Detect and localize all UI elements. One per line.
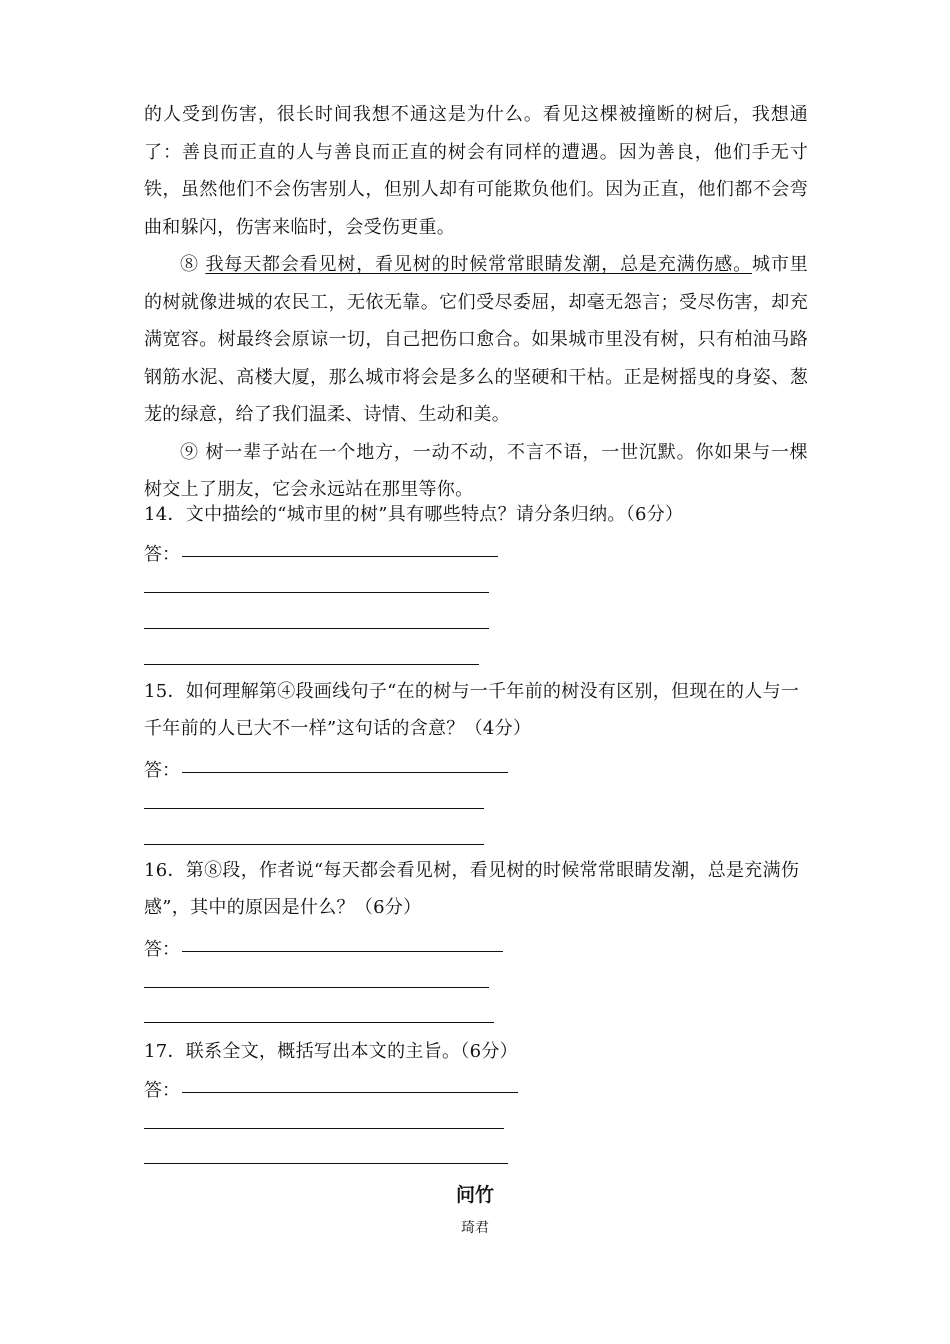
question-14: 14．文中描绘的“城市里的树”具有哪些特点？请分条归纳。（6分）: [144, 504, 684, 525]
article-author: 琦君: [461, 1220, 489, 1236]
answer-label: 答：: [144, 760, 180, 781]
paragraph-9-number: ⑨: [180, 441, 199, 463]
paragraph-7-tail: 的人受到伤害，很长时间我想不通这是为什么。看见这棵被撞断的树后，我想通了：善良而正直的人与善良而正直的树会有同样的遭遇。因为善良，他们手无寸铁，虽然他们不会伤害别人，但别人却有可能欺负他们。因为正直，他们都不会弯曲和躲闪，伤害来临时，会受伤更重。: [144, 104, 808, 238]
underlined-sentence: 我每天都会看见树，看见树的时候常常眼睛发潮，总是充满伤感。: [205, 254, 752, 275]
answer-line[interactable]: [182, 1092, 518, 1093]
answer-line[interactable]: [144, 628, 489, 629]
question-15: 15．如何理解第④段画线句子“在的树与一千年前的树没有区别，但现在的人与一千年前的人已大不一样”这句话的含意？（4分）: [144, 681, 800, 739]
answer-14-row: [144, 540, 504, 564]
paragraph-8-text: 城市里的树就像进城的农民工，无依无靠。它们受尽委屈，却毫无怨言；受尽伤害，却充满宽容。树最终会原谅一切，自己把伤口愈合。如果城市里没有树，只有柏油马路钢筋水泥、高楼大厦，那么城市将会是多么的坚硬和干枯。正是树摇曳的身姿、葱茏的绿意，给了我们温柔、诗情、生动和美。: [144, 254, 808, 425]
answer-line[interactable]: [182, 772, 508, 773]
answer-line[interactable]: [182, 556, 498, 557]
paragraph-8: [144, 246, 808, 434]
answer-label: 答：: [144, 544, 180, 565]
question-17: 17．联系全文，概括写出本文的主旨。（6分）: [144, 1041, 518, 1062]
question-16: 16．第⑧段，作者说“每天都会看见树，看见树的时候常常眼睛发潮，总是充满伤感”，其中的原因是什么？（6分）: [144, 860, 800, 918]
answer-line[interactable]: [144, 1022, 494, 1023]
answer-16-row: [144, 935, 514, 959]
answer-line[interactable]: [144, 664, 479, 665]
answer-line[interactable]: [144, 808, 484, 809]
passage-body: [144, 96, 808, 509]
answer-line[interactable]: [144, 987, 489, 988]
answer-17-row: [144, 1076, 524, 1100]
answer-line[interactable]: [182, 951, 503, 952]
answer-line[interactable]: [144, 592, 489, 593]
answer-label: 答：: [144, 939, 180, 960]
article-title: 问竹: [455, 1184, 494, 1206]
answer-line[interactable]: [144, 1163, 508, 1164]
paragraph-9-text: 树一辈子站在一个地方，一动不动，不言不语，一世沉默。你如果与一棵树交上了朋友，它会永远站在那里等你。: [144, 441, 808, 500]
answer-15-row: [144, 756, 514, 780]
answer-line[interactable]: [144, 1128, 504, 1129]
paragraph-8-number: ⑧: [180, 254, 199, 275]
answer-line[interactable]: [144, 844, 484, 845]
answer-label: 答：: [144, 1080, 180, 1101]
